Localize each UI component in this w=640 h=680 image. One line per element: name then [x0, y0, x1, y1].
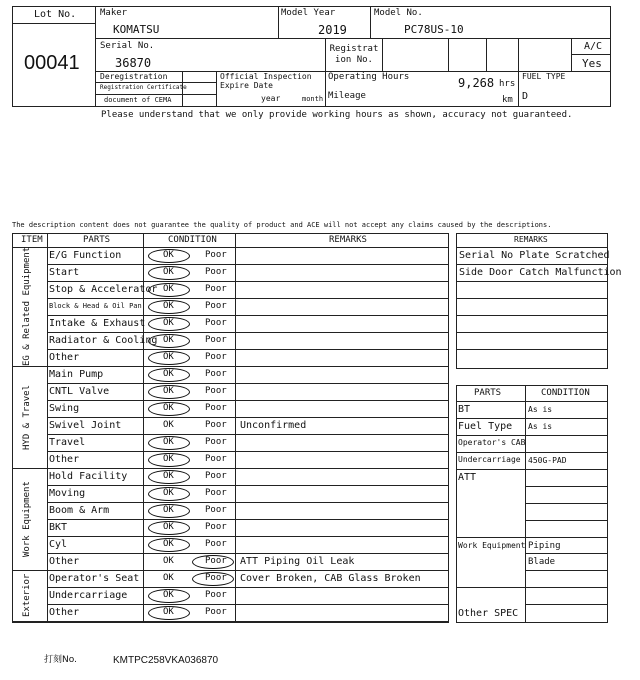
fuel-type-value: D [522, 91, 529, 102]
side-remark-text: Serial No Plate Scratched [459, 250, 610, 261]
part-name: Main Pump [49, 369, 104, 380]
model-no-value: PC78US-10 [404, 23, 464, 36]
row-divider [47, 332, 449, 333]
ok-option[interactable]: OK [163, 250, 174, 260]
part-name: Travel [49, 437, 86, 448]
cema-label: document of CEMA [104, 96, 172, 104]
poor-option[interactable]: Poor [205, 335, 227, 345]
group-label: Work Equipment [22, 481, 32, 557]
stamp-no-value: KMTPC258VKA036870 [113, 655, 219, 666]
maker-label: Maker [100, 8, 128, 18]
group-divider [12, 366, 449, 367]
row-divider [47, 519, 449, 520]
poor-selected-mark [192, 572, 234, 586]
ok-option[interactable]: OK [163, 539, 174, 549]
part-name: BKT [49, 522, 68, 533]
fuel-type-label: FUEL TYPE [522, 72, 566, 81]
row-divider [47, 587, 449, 588]
row-divider [47, 298, 449, 299]
notice-text: Please understand that we only provide working hours as shown, accuracy not guaranteed. [101, 110, 573, 120]
side-remark-text: Side Door Catch Malfunction [459, 267, 622, 278]
side-parts-row-divider [456, 418, 608, 419]
part-name: Undercarriage [49, 590, 128, 601]
model-year-value: 2019 [318, 23, 347, 37]
serial-label: Serial No. [100, 41, 155, 51]
model-year-label: Model Year [281, 8, 336, 18]
condition-table [12, 233, 449, 623]
work-value-2: Blade [528, 557, 556, 567]
ok-option[interactable]: OK [163, 471, 174, 481]
ok-selected-mark [148, 402, 190, 416]
row-divider [47, 281, 449, 282]
poor-option[interactable]: Poor [205, 318, 227, 328]
side-part-value: As is [528, 405, 553, 414]
part-name: Other [49, 352, 80, 363]
poor-option[interactable]: Poor [205, 386, 227, 396]
row-divider [47, 417, 449, 418]
row-divider [47, 434, 449, 435]
part-name: Moving [49, 488, 86, 499]
operating-hours-value: 9,268 [458, 76, 495, 90]
work-divider [456, 587, 608, 588]
ok-selected-mark [148, 606, 190, 620]
ok-option[interactable]: OK [163, 556, 174, 566]
part-name: Boom & Arm [49, 505, 110, 516]
poor-option[interactable]: Poor [205, 267, 227, 277]
ok-option[interactable]: OK [163, 607, 174, 617]
ac-label: A/C [584, 41, 603, 52]
side-remarks-header-divider [456, 247, 608, 248]
group-label: Exterior [22, 573, 32, 618]
header-divider [12, 247, 449, 248]
mileage-label: Mileage [328, 91, 366, 101]
poor-option[interactable]: Poor [205, 573, 227, 583]
part-name: CNTL Valve [49, 386, 110, 397]
ok-selected-mark [148, 283, 190, 297]
ok-selected-mark [148, 249, 190, 263]
poor-option[interactable]: Poor [205, 420, 227, 430]
ok-selected-mark [148, 436, 190, 450]
group-divider [12, 468, 449, 469]
ok-selected-mark [148, 453, 190, 467]
hrs-unit: hrs [499, 79, 516, 89]
side-part-value: As is [528, 422, 553, 431]
side-remarks-row-divider [456, 315, 608, 316]
att-row-divider [525, 520, 608, 521]
ok-selected-mark [148, 368, 190, 382]
part-name: Start [49, 267, 80, 278]
row-divider [47, 383, 449, 384]
att-label: ATT [458, 472, 477, 483]
stamp-no-label: 打刻No. [44, 655, 77, 665]
ok-option[interactable]: OK [163, 437, 174, 447]
ok-selected-mark [148, 470, 190, 484]
part-name: Intake & Exhaust [49, 318, 146, 329]
side-remarks-row-divider [456, 349, 608, 350]
ok-selected-mark [148, 487, 190, 501]
side-part-label: Undercarriage [458, 455, 521, 464]
group-label: HYD & Travel [22, 384, 32, 450]
other-spec-label: Other SPEC [458, 608, 519, 619]
header-remarks: REMARKS [329, 235, 367, 245]
side-parts-header-condition: CONDITION [541, 388, 590, 398]
side-part-label: Operator's CAB [458, 438, 526, 447]
ac-value: Yes [582, 57, 602, 70]
group-divider [12, 570, 449, 571]
row-divider [47, 315, 449, 316]
poor-option[interactable]: Poor [205, 301, 227, 311]
group-divider [12, 621, 449, 622]
ok-selected-mark [148, 521, 190, 535]
poor-option[interactable]: Poor [205, 607, 227, 617]
registration-no-label: Registration No. [329, 44, 379, 65]
side-remarks-row-divider [456, 298, 608, 299]
poor-option[interactable]: Poor [205, 284, 227, 294]
inspection-label: Official Inspection Expire Date [220, 72, 312, 90]
lot-number: 00041 [24, 52, 80, 74]
operating-hours-label: Operating Hours [328, 72, 410, 82]
ok-selected-mark [148, 385, 190, 399]
work-equipment-label: Work Equipment [458, 541, 526, 550]
side-parts-table [456, 385, 608, 623]
att-row-divider [525, 486, 608, 487]
work-row-divider [525, 570, 608, 571]
poor-option[interactable]: Poor [205, 556, 227, 566]
part-name: Stop & Accelerator [49, 284, 158, 295]
remark-text: Unconfirmed [240, 420, 307, 431]
ok-option[interactable]: OK [163, 522, 174, 532]
poor-option[interactable]: Poor [205, 454, 227, 464]
ok-option[interactable]: OK [163, 267, 174, 277]
ok-option[interactable]: OK [163, 335, 174, 345]
poor-option[interactable]: Poor [205, 590, 227, 600]
poor-option[interactable]: Poor [205, 437, 227, 447]
part-name: Block & Head & Oil Pan [49, 302, 142, 310]
part-name: Other [49, 607, 80, 618]
work-value-1: Piping [528, 541, 561, 551]
part-name: Radiator & Cooling [49, 335, 158, 346]
ok-selected-mark [148, 538, 190, 552]
side-remarks-header: REMARKS [514, 235, 548, 244]
ok-selected-mark [148, 589, 190, 603]
ok-option[interactable]: OK [163, 488, 174, 498]
disclaimer-text: The description content does not guarantee the quality of product and ACE will not accept any claims caused by the descriptions. [12, 221, 552, 229]
row-divider [47, 349, 449, 350]
deregistration-label: Deregistration [100, 72, 168, 81]
month-label: month [302, 95, 324, 103]
ok-option[interactable]: OK [163, 301, 174, 311]
side-part-label: Fuel Type [458, 421, 513, 432]
poor-selected-mark [192, 555, 234, 569]
header-condition: CONDITION [168, 235, 217, 245]
part-name: Swivel Joint [49, 420, 122, 431]
ok-selected-mark [148, 504, 190, 518]
side-part-value: 450G-PAD [528, 456, 567, 465]
remark-text: ATT Piping Oil Leak [240, 556, 355, 567]
row-divider [47, 485, 449, 486]
col-divider [235, 233, 236, 623]
remark-text: Cover Broken, CAB Glass Broken [240, 573, 421, 584]
km-unit: km [502, 95, 513, 105]
poor-option[interactable]: Poor [205, 488, 227, 498]
ok-option[interactable]: OK [163, 403, 174, 413]
col-divider [47, 233, 48, 623]
serial-value: 36870 [115, 56, 152, 70]
part-name: Other [49, 556, 80, 567]
group-label: EG & Related Equipment [22, 246, 32, 366]
ok-option[interactable]: OK [163, 352, 174, 362]
ok-option[interactable]: OK [163, 590, 174, 600]
header-item: ITEM [21, 235, 43, 245]
part-name: Other [49, 454, 80, 465]
spec-row-divider [525, 604, 608, 605]
row-divider [47, 604, 449, 605]
ok-option[interactable]: OK [163, 386, 174, 396]
part-name: E/G Function [49, 250, 122, 261]
side-remarks-row-divider [456, 332, 608, 333]
poor-option[interactable]: Poor [205, 522, 227, 532]
model-no-label: Model No. [374, 8, 423, 18]
row-divider [47, 502, 449, 503]
ok-selected-mark [148, 317, 190, 331]
ok-option[interactable]: OK [163, 420, 174, 430]
header-parts: PARTS [83, 235, 111, 245]
ok-selected-mark [148, 351, 190, 365]
part-name: Hold Facility [49, 471, 128, 482]
ok-option[interactable]: OK [163, 454, 174, 464]
poor-option[interactable]: Poor [205, 250, 227, 260]
work-row-divider [525, 553, 608, 554]
row-divider [47, 400, 449, 401]
registration-certificate-label: Registration Certificate [100, 84, 187, 91]
year-label: year [261, 94, 281, 103]
side-parts-row-divider [456, 469, 608, 470]
ok-selected-mark [148, 266, 190, 280]
poor-option[interactable]: Poor [205, 539, 227, 549]
row-divider [47, 451, 449, 452]
side-parts-header-divider [456, 401, 608, 402]
poor-option[interactable]: Poor [205, 352, 227, 362]
row-divider [47, 536, 449, 537]
part-name: Swing [49, 403, 80, 414]
side-parts-header-parts: PARTS [474, 388, 502, 398]
row-divider [47, 264, 449, 265]
row-divider [47, 553, 449, 554]
ok-option[interactable]: OK [163, 573, 174, 583]
part-name: Operator's Seat [49, 573, 140, 584]
side-remarks-row-divider [456, 281, 608, 282]
att-divider [456, 537, 608, 538]
poor-option[interactable]: Poor [205, 471, 227, 481]
lot-label: Lot No. [34, 9, 77, 20]
poor-option[interactable]: Poor [205, 505, 227, 515]
ok-selected-mark [148, 334, 190, 348]
ok-selected-mark [148, 300, 190, 314]
side-remarks-row-divider [456, 264, 608, 265]
ok-option[interactable]: OK [163, 284, 174, 294]
poor-option[interactable]: Poor [205, 403, 227, 413]
poor-option[interactable]: Poor [205, 369, 227, 379]
side-parts-row-divider [456, 452, 608, 453]
side-remarks-table [456, 233, 622, 369]
side-part-label: BT [458, 404, 471, 415]
side-parts-row-divider [456, 435, 608, 436]
maker-value: KOMATSU [113, 23, 160, 36]
ok-option[interactable]: OK [163, 505, 174, 515]
part-name: Cyl [49, 539, 68, 550]
ok-option[interactable]: OK [163, 318, 174, 328]
ok-option[interactable]: OK [163, 369, 174, 379]
att-row-divider [525, 503, 608, 504]
